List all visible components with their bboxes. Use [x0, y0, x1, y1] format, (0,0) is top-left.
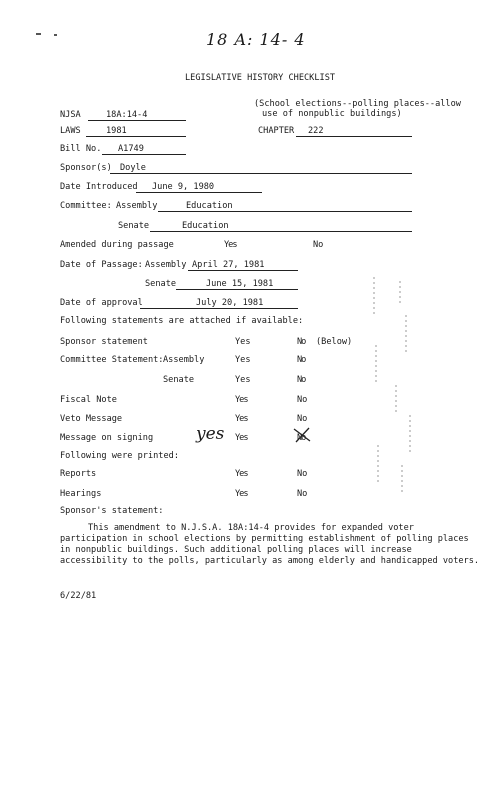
chapter-value: 222 [308, 126, 324, 136]
statement-heading: Sponsor's statement: [60, 506, 164, 516]
sponsor-value: Doyle [120, 163, 146, 173]
committee-assembly-underline [158, 211, 412, 212]
approval-label: Date of approval [60, 298, 143, 308]
sponsor-label: Sponsor(s) [60, 163, 112, 173]
passage-assembly-underline [188, 270, 298, 271]
attached-heading: Following statements are attached if available: [60, 316, 304, 326]
approval-underline [140, 308, 298, 309]
bill-value: A1749 [118, 144, 144, 154]
committee-label: Committee: [60, 201, 112, 211]
veto-message-label: Veto Message [60, 414, 123, 424]
printed-heading: Following were printed: [60, 451, 179, 461]
passage-senate-value: June 15, 1981 [206, 279, 274, 289]
date-introduced-value: June 9, 1980 [152, 182, 215, 192]
veto-message-no: No [297, 414, 308, 424]
committee-statement-senate-no: No [297, 375, 306, 385]
fiscal-note-label: Fiscal Note [60, 395, 117, 405]
laws-label: LAWS [60, 126, 81, 136]
chapter-underline [296, 136, 412, 137]
amended-label: Amended during passage [60, 240, 174, 250]
reports-label: Reports [60, 469, 97, 479]
amended-no: No [313, 240, 324, 250]
reports-yes: Yes [235, 469, 248, 479]
committee-assembly-value: Education [186, 201, 233, 211]
message-signing-handwritten: yes [196, 424, 225, 444]
hearings-no: No [297, 489, 308, 499]
fiscal-note-yes: Yes [235, 395, 248, 405]
footer-date: 6/22/81 [60, 591, 97, 601]
committee-statement-senate-label: Senate [163, 375, 195, 385]
committee-statement-senate-yes: Yes [235, 375, 251, 385]
sponsor-statement-note: (Below) [316, 337, 353, 347]
passage-assembly-label: Assembly [145, 260, 187, 270]
passage-senate-label: Senate [145, 279, 177, 289]
page-title: LEGISLATIVE HISTORY CHECKLIST [185, 73, 336, 83]
njsa-value: 18A:14-4 [106, 110, 148, 120]
chapter-label: CHAPTER [258, 126, 295, 136]
message-signing-yes: Yes [235, 433, 248, 443]
veto-message-yes: Yes [235, 414, 248, 424]
committee-statement-label: Committee Statement: [60, 355, 164, 365]
passage-senate-underline [176, 289, 298, 290]
subject-line-1: (School elections--polling places--allow [254, 99, 461, 109]
laws-underline [86, 136, 186, 137]
committee-senate-underline [150, 231, 412, 232]
sponsor-statement-no: No [297, 337, 306, 347]
committee-statement-assembly-no: No [297, 355, 306, 365]
date-introduced-label: Date Introduced [60, 182, 138, 192]
scan-speck [54, 34, 57, 36]
approval-value: July 20, 1981 [196, 298, 264, 308]
message-signing-label: Message on signing [60, 433, 154, 443]
sponsor-statement-label: Sponsor statement [60, 337, 148, 347]
fiscal-note-no: No [297, 395, 308, 405]
committee-assembly-label: Assembly [116, 201, 158, 211]
bill-underline [102, 154, 186, 155]
committee-statement-assembly-yes: Yes [235, 355, 251, 365]
committee-senate-label: Senate [118, 221, 150, 231]
laws-value: 1981 [106, 126, 127, 136]
amended-yes: Yes [224, 240, 237, 250]
handwritten-reference: 18 A: 14- 4 [206, 30, 306, 49]
committee-senate-value: Education [182, 221, 229, 231]
reports-no: No [297, 469, 308, 479]
hearings-yes: Yes [235, 489, 248, 499]
scan-speck [36, 33, 41, 35]
margin-scan-marks [366, 275, 426, 495]
bill-label: Bill No. [60, 144, 102, 154]
sponsor-underline [110, 173, 412, 174]
njsa-label: NJSA [60, 110, 81, 120]
message-signing-no: No [297, 433, 306, 443]
cross-out-mark [292, 426, 314, 444]
passage-assembly-value: April 27, 1981 [192, 260, 265, 270]
njsa-underline [88, 120, 186, 121]
sponsor-statement-yes: Yes [235, 337, 251, 347]
hearings-label: Hearings [60, 489, 102, 499]
statement-body: This amendment to N.J.S.A. 18A:14-4 provides for expanded voter participation in school elections by permitting establishment of polling places in nonpublic buildings. Such additional polling places will increase accessibility to the polls, particularly as among elderly and handicapped voters. [60, 523, 480, 566]
passage-label: Date of Passage: [60, 260, 143, 270]
subject-line-2: use of nonpublic buildings) [262, 109, 402, 119]
date-introduced-underline [136, 192, 262, 193]
committee-statement-assembly-label: Assembly [163, 355, 205, 365]
